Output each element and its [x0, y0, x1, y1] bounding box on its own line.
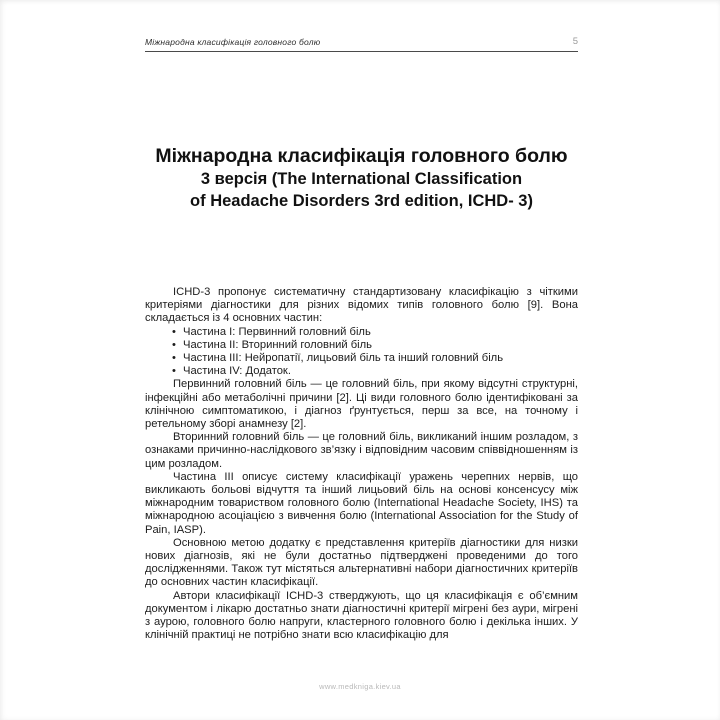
list-item: [172, 352, 578, 365]
title-line-1: Міжнародна класифікація головного болю: [155, 145, 568, 167]
parts-list: [145, 326, 578, 379]
list-item: [172, 365, 578, 378]
list-item-text: Частина III: Нейропатії, лицьовий біль та інший головний біль: [183, 352, 504, 365]
list-item-text: Частина IV: Додаток.: [183, 365, 291, 378]
page-footer: [0, 676, 720, 694]
list-item-text: Частина II: Вторинний головний біль: [183, 338, 372, 351]
bullet-icon: •: [172, 365, 176, 378]
paragraph-primary-headache: Первинний головний біль — це головний біль, при якому відсутні структурні, інфекційні або метаболічні причини [2]. Ці види головного болю ідентифіковані за клінічною симптоматикою, і діагноз ґрунтується, перш за все, на точному і ретельному зборі анамнезу [2].: [145, 378, 578, 431]
header-divider: [145, 51, 578, 52]
title-line-2: 3 версія (The International Classification: [200, 170, 523, 188]
list-item: [172, 339, 578, 352]
paragraph-appendix-goal: Основною метою додатку є представлення критеріїв діагностики для низки нових діагнозів, які не були достатньо підтверджені проведеними до того дослідженнями. Також тут містяться альтернативні набори діагностичних критеріїв до основних частин класифікації.: [145, 536, 578, 589]
title-line-3: of Headache Disorders 3rd edition, ICHD- 3): [190, 192, 533, 210]
bullet-icon: •: [172, 338, 176, 351]
paragraph-part-three: Частина III описує систему класифікації уражень черепних нервів, що викликають больові відчуття та інший лицьовий біль на основі консенсусу між міжнародним товариством головного болю (International Headache Society, IHS) та міжнародною асоціацією з вивчення болю (International Association for the Study of Pain, IASP).: [145, 470, 578, 536]
paragraph-secondary-headache: Вторинний головний біль — це головний біль, викликаний іншим розладом, з ознаками причинно-наслідкового зв’язку і відповідним часовим співвідношенням із цим розладом.: [145, 431, 578, 470]
page-header: [145, 36, 578, 47]
paragraph-intro: ICHD-3 пропонує систематичну стандартизовану класифікацію з чіткими критеріями діагностики для різних відомих типів головного болю [9]. Вона складається із 4 основних частин:: [145, 286, 578, 325]
bullet-icon: •: [172, 352, 176, 365]
bullet-icon: •: [172, 325, 176, 338]
page-number: 5: [572, 36, 578, 47]
document-body: [145, 286, 578, 642]
paragraph-authors-note: Автори класифікації ICHD-3 стверджують, що ця класифікація є об’ємним документом і лікарю достатньо знати діагностичні критерії мігрені без аури, мігрені з аурою, головного болю напруги, кластерного головного болю і декілька інших. У клінічній практиці не потрібно знати всю класифікацію для: [145, 589, 578, 642]
document-title: [145, 144, 578, 212]
footer-url: www.medkniga.kiev.ua: [319, 682, 401, 691]
list-item-text: Частина I: Первинний головний біль: [183, 325, 371, 338]
running-title: Міжнародна класифікація головного болю: [145, 37, 321, 47]
list-item: [172, 326, 578, 339]
